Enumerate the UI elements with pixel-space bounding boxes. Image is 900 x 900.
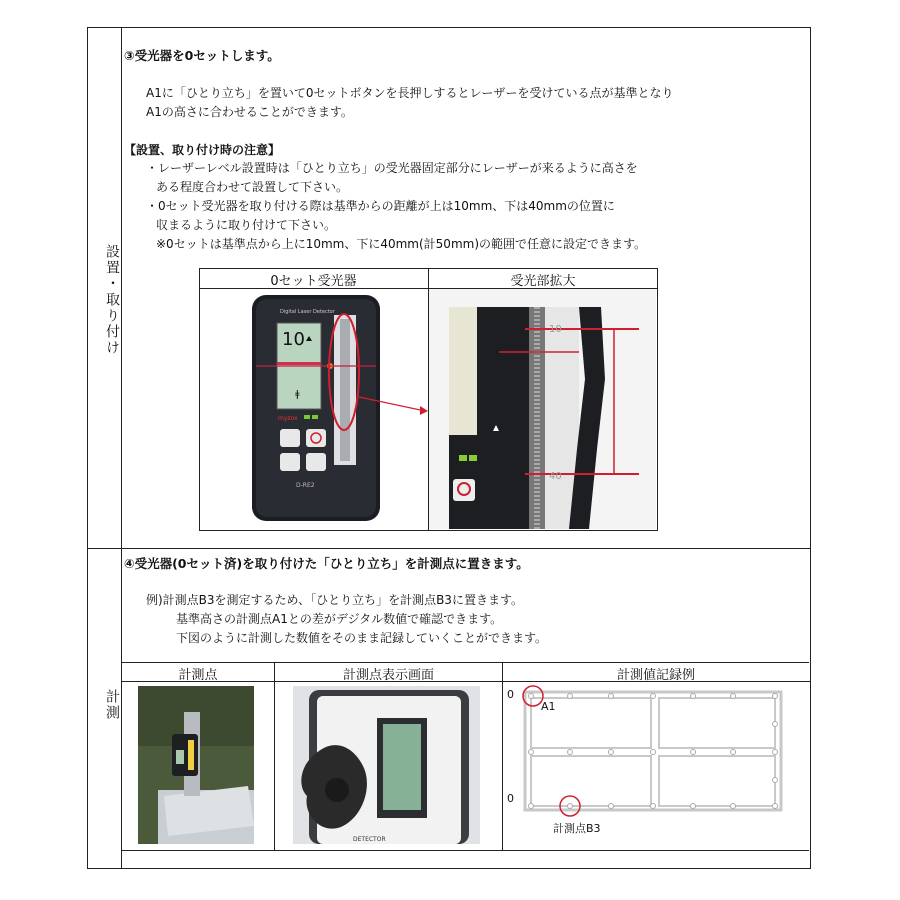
header-zero-set-detector: 0セット受光器 — [270, 274, 357, 289]
record-example-diagram — [503, 682, 809, 848]
side-label-setup: 設置・取り付け — [104, 244, 120, 356]
record-point-a1: A1 — [541, 700, 556, 713]
header-record-example: 計測値記録例 — [616, 668, 695, 683]
section3-line-1: A1に「ひとり立ち」を置いて0セットボタンを長押しするとレーザーを受けている点が基準となり — [146, 86, 674, 100]
section3-line-2: A1の高さに合わせることができます。 — [146, 105, 353, 119]
record-point-b3: 計測点B3 — [553, 822, 601, 835]
header-receiver-zoom: 受光部拡大 — [510, 274, 576, 289]
record-zero-bottom: 0 — [507, 792, 514, 805]
display-footer-text: DETECTOR — [353, 836, 386, 843]
note-line-3: ・0セット受光器を取り付ける際は基準からの距離が上は10mm、下は40mmの位置に — [146, 199, 615, 213]
note-line-2: ある程度合わせて設置して下さい。 — [156, 180, 349, 194]
device-display-value: 10 — [282, 329, 305, 350]
measure-point-photo — [138, 686, 254, 844]
zoom-label-top: 10 — [549, 324, 562, 335]
notes-heading: 【設置、取り付け時の注意】 — [124, 143, 281, 157]
section4-heading: ④受光器(0セット済)を取り付けた「ひとり立ち」を計測点に置きます。 — [124, 556, 529, 571]
note-line-1: ・レーザーレベル設置時は「ひとり立ち」の受光器固定部分にレーザーが来るように高さを — [146, 161, 638, 175]
zero-set-detector-image — [200, 289, 428, 529]
header-measure-display: 計測点表示画面 — [342, 668, 434, 683]
measure-display-photo — [293, 686, 480, 844]
receiver-zoom-image — [429, 289, 656, 529]
side-label-measure: 計測 — [104, 689, 120, 721]
section4-line-1: 例)計測点B3を測定するため、「ひとり立ち」を計測点B3に置きます。 — [146, 593, 523, 607]
section4-line-3: 下図のように計測した数値をそのまま記録していくことができます。 — [176, 631, 548, 645]
note-line-4: 収まるように取り付けて下さい。 — [156, 218, 337, 232]
note-line-5: ※0セットは基準点から上に10mm、下に40mm(計50mm)の範囲で任意に設定できます。 — [156, 237, 647, 251]
section4-line-2: 基準高さの計測点A1との差がデジタル数値で確認できます。 — [176, 612, 503, 626]
device-brand-text: Digital Laser Detector — [280, 309, 335, 315]
device-logo: myzox — [278, 415, 298, 422]
header-measure-point: 計測点 — [178, 668, 218, 683]
device-model: D-RE2 — [296, 482, 315, 489]
measure-table-col-rule-1 — [274, 662, 275, 850]
svg-text:ǂ: ǂ — [295, 389, 300, 400]
section3-heading: ③受光器を0セットします。 — [124, 48, 280, 63]
record-zero-top: 0 — [507, 688, 514, 701]
section-divider — [87, 548, 810, 549]
zoom-label-bottom: 40 — [549, 471, 562, 482]
